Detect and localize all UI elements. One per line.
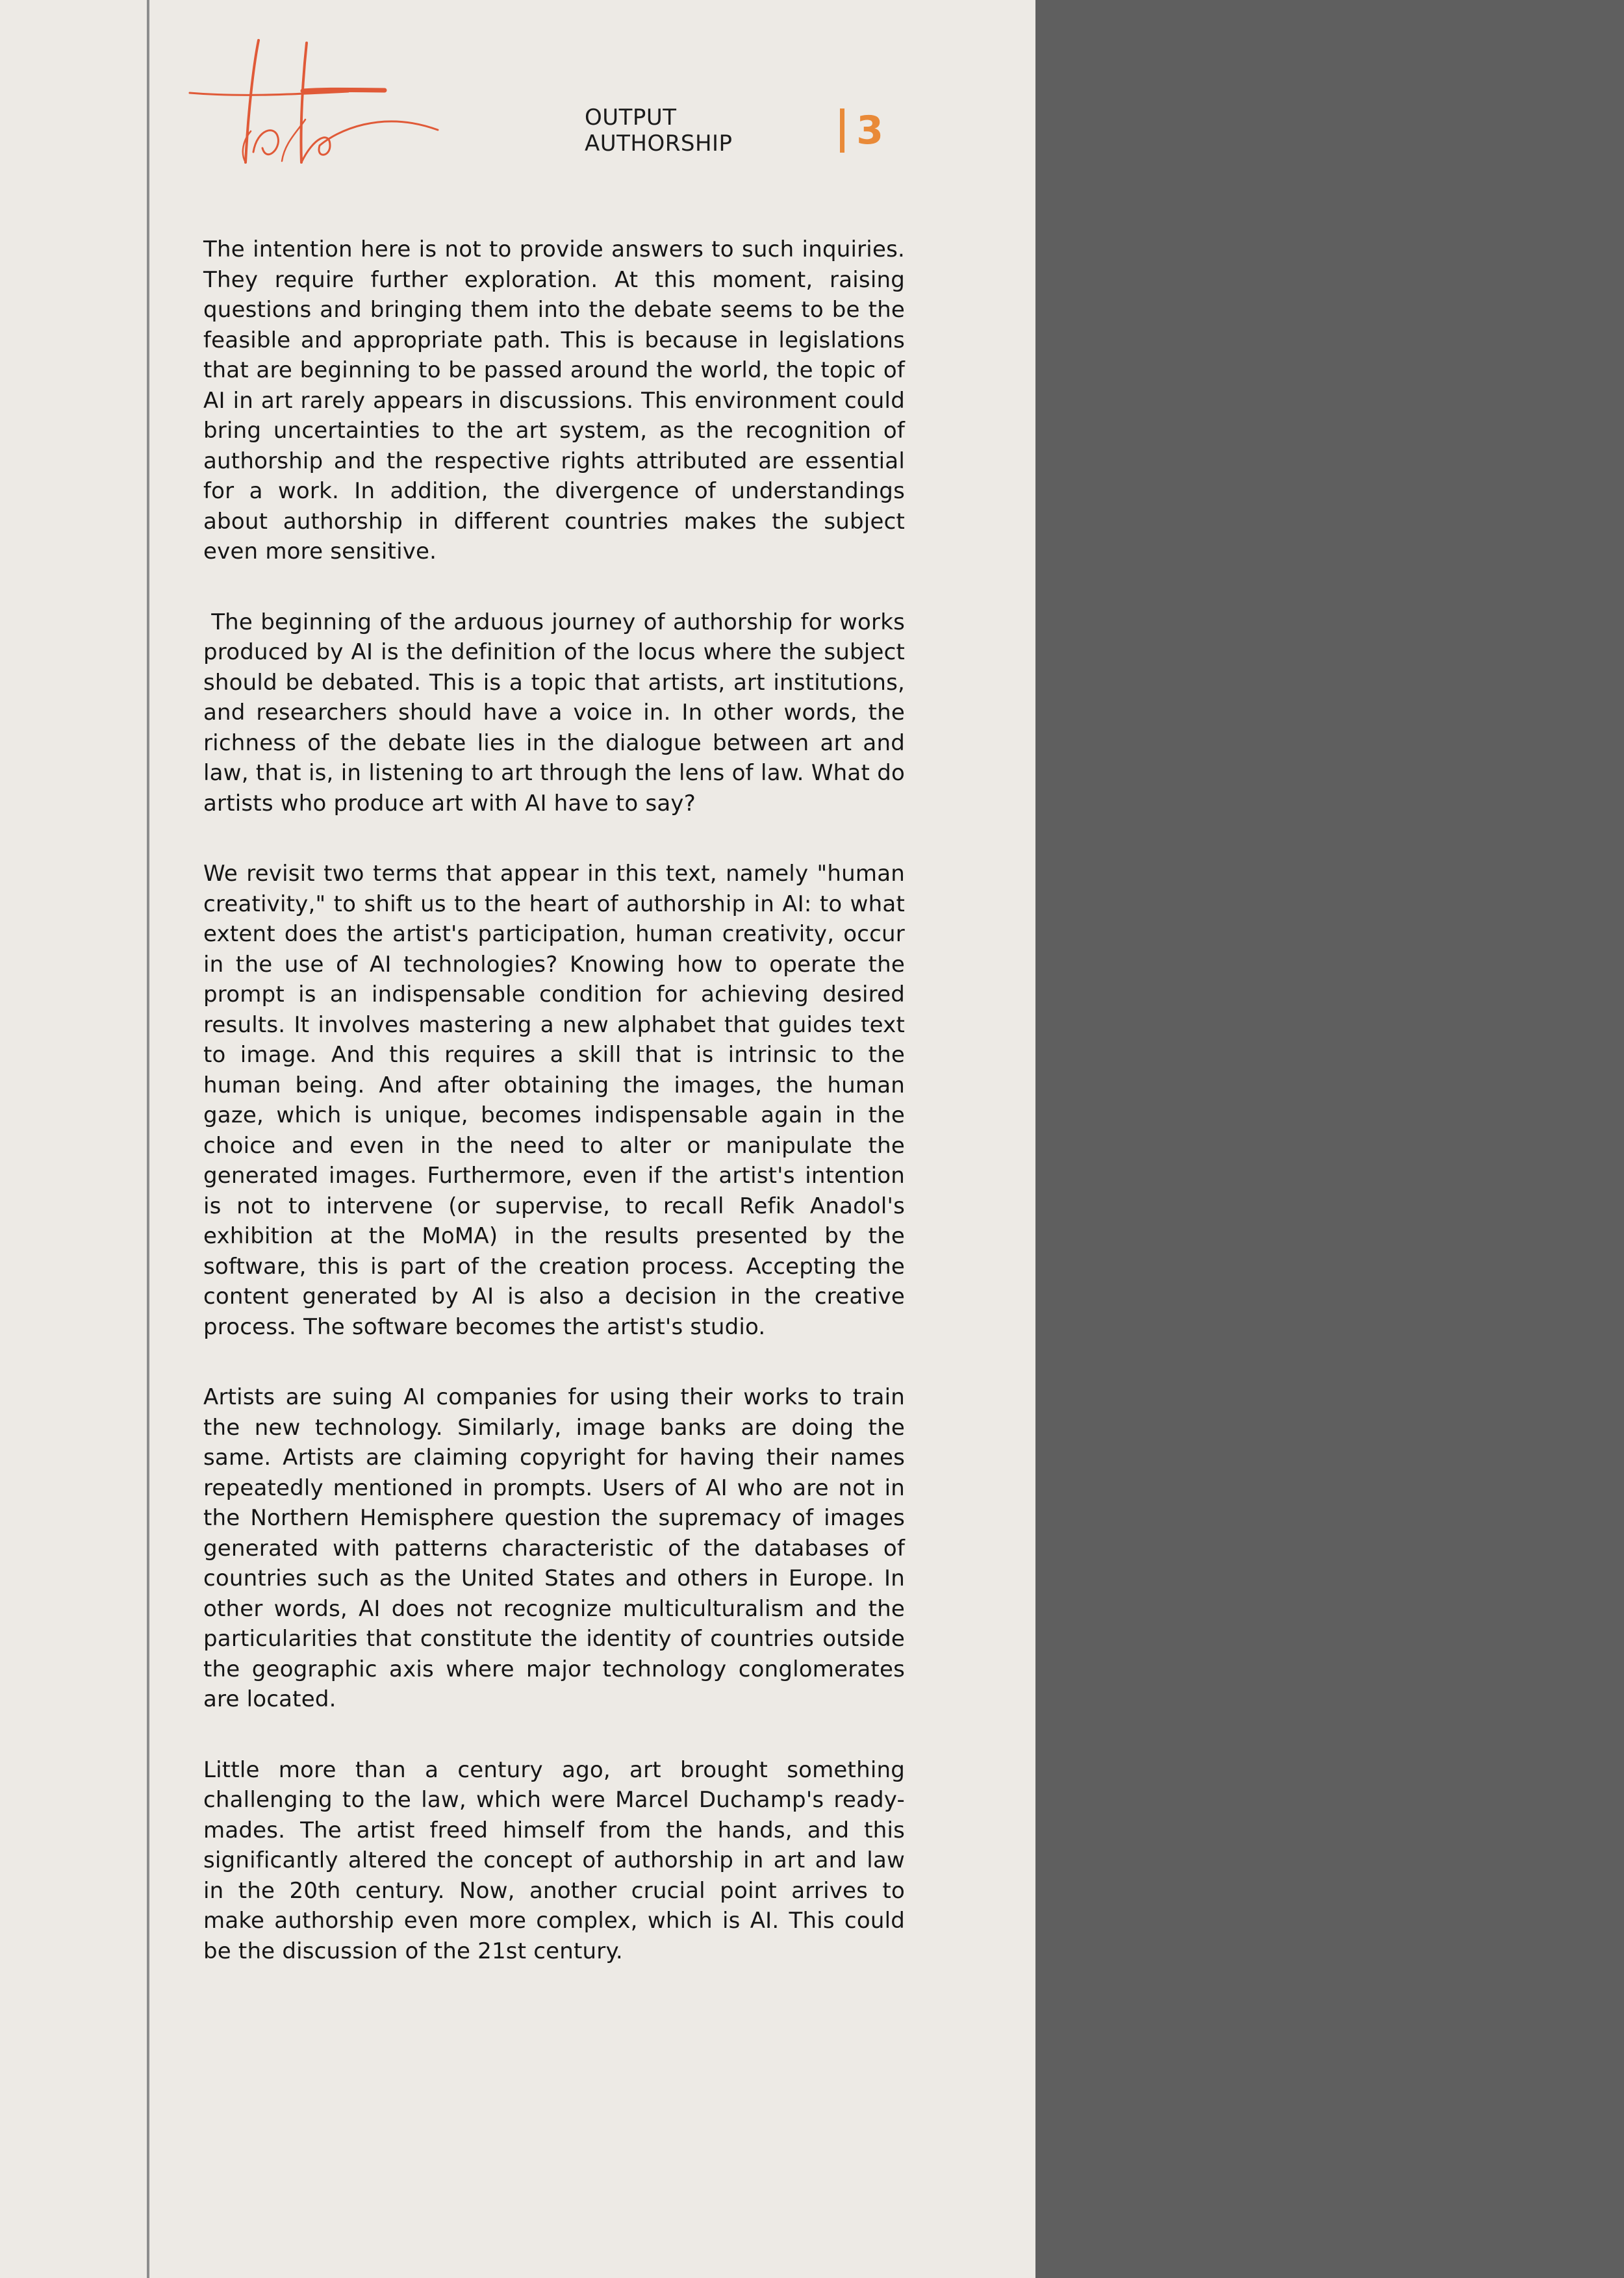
paragraph-3: We revisit two terms that appear in this text, namely "human creativity," to shift us to the heart of authorship in AI: to what extent does the artist's participation, human creativity, occur in the use of AI technologies? Knowing how to operate the prompt is an indispensable condition for achieving desired results. It involves mastering a new alphabet that guides text to image. And this requires a skill that is intrinsic to the human being. And after obtaining the images, the human gaze, which is unique, becomes indispensable again in the choice and even in the need to alter or manipulate the generated images. Furthermore, even if the artist's intention is not to intervene (or supervise, to recall Refik Anadol's exhibition at the MoMA) in the results presented by the software, this is part of the creation process. Accepting the content generated by AI is also a decision in the creative process. The software becomes the artist's studio.	[203, 861, 913, 1340]
signature-logo-icon	[186, 34, 440, 171]
page-number: 3	[856, 108, 883, 153]
running-header	[585, 104, 883, 157]
paragraph-4: Artists are suing AI companies for using their works to train the new technology. Similarly, image banks are doing the same. Artists are claiming copyright for having their names repeatedly mentioned in prompts. Users of AI who are not in the Northern Hemisphere question the supremacy of images generated with patterns characteristic of the databases of countries such as the United States and others in Europe. In other words, AI does not recognize multiculturalism and the particularities that constitute the identity of countries outside the geographic axis where major technology conglomerates are located.	[203, 1384, 913, 1712]
header-divider-bar	[840, 108, 844, 153]
left-margin-rule	[147, 0, 149, 2278]
right-dark-panel	[1035, 0, 1624, 2278]
paragraph-1: The intention here is not to provide answers to such inquiries. They require further exploration. At this moment, raising questions and bringing them into the debate seems to be the feasible and appropriate path. This is because in legislations that are beginning to be passed around the world, the topic of AI in art rarely appears in discussions. This environment could bring uncertainties to the art system, as the recognition of authorship and the respective rights attributed are essential for a work. In addition, the divergence of understandings about authorship in different countries makes the subject even more sensitive.	[203, 236, 913, 564]
paragraph-2: The beginning of the arduous journey of authorship for works produced by AI is the definition of the locus where the subject should be debated. This is a topic that artists, art institutions, and researchers should have a voice in. In other words, the richness of the debate lies in the dialogue between art and law, that is, in listening to art through the lens of law. What do artists who produce art with AI have to say?	[203, 609, 913, 816]
section-label: OUTPUT AUTHORSHIP	[585, 105, 733, 157]
paragraph-5: Little more than a century ago, art brought something challenging to the law, which were Marcel Duchamp's ready-mades. The artist freed himself from the hands, and this significantly altered the concept of authorship in art and law in the 20th century. Now, another crucial point arrives to make authorship even more complex, which is AI. This could be the discussion of the 21st century.	[203, 1756, 913, 1964]
body-text	[203, 234, 913, 1966]
